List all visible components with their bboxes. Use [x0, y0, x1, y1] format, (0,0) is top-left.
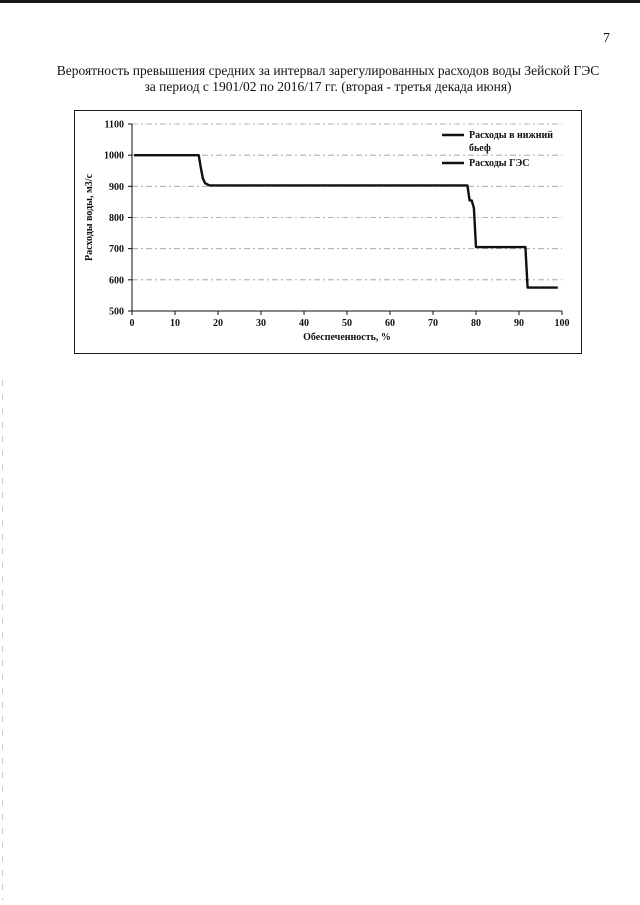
- x-tick-label-60: 60: [385, 318, 395, 329]
- x-tick-label-20: 20: [213, 318, 223, 329]
- flow-probability-chart: [74, 110, 582, 354]
- y-tick-label-500: 500: [109, 306, 124, 318]
- y-tick-label-900: 900: [109, 181, 124, 193]
- grid-lines: [132, 124, 562, 280]
- x-tick-label-30: 30: [256, 318, 266, 329]
- x-tick-label-90: 90: [514, 318, 524, 329]
- page-number: 7: [603, 31, 610, 46]
- y-tick-label-700: 700: [109, 244, 124, 256]
- y-axis-label: Расходы воды, м3/с: [84, 173, 95, 262]
- x-tick-label-100: 100: [554, 318, 570, 329]
- x-tick-label-70: 70: [428, 318, 438, 329]
- scan-artifact-line: [2, 380, 3, 900]
- x-tick-label-10: 10: [170, 318, 180, 329]
- x-tick-label-40: 40: [299, 318, 309, 329]
- series-line-2: [134, 155, 558, 287]
- tick-labels: [104, 120, 570, 330]
- legend-label-1: Расходы в нижний бьеф: [469, 130, 554, 154]
- legend: [442, 130, 553, 169]
- chart-title: [56, 63, 600, 95]
- legend-label-2: Расходы ГЭС: [469, 158, 530, 169]
- chart-title-line-1: Вероятность превышения средних за интервал зарегулированных расходов воды Зейской ГЭС: [56, 63, 600, 78]
- y-tick-label-1100: 1100: [104, 119, 124, 131]
- x-tick-label-50: 50: [342, 318, 352, 329]
- series-lines: [134, 155, 558, 287]
- x-tick-label-0: 0: [129, 318, 135, 329]
- axes: [128, 124, 562, 315]
- y-tick-label-800: 800: [109, 213, 124, 224]
- top-border-rule: [0, 0, 640, 3]
- chart-title-line-2: за период с 1901/02 по 2016/17 гг. (вторая - третья декада июня): [144, 79, 512, 94]
- y-tick-label-1000: 1000: [104, 150, 124, 162]
- x-axis-label: Обеспеченность, %: [303, 332, 391, 343]
- series-line-1: [134, 155, 558, 287]
- x-tick-label-80: 80: [471, 318, 481, 329]
- y-tick-label-600: 600: [109, 275, 124, 287]
